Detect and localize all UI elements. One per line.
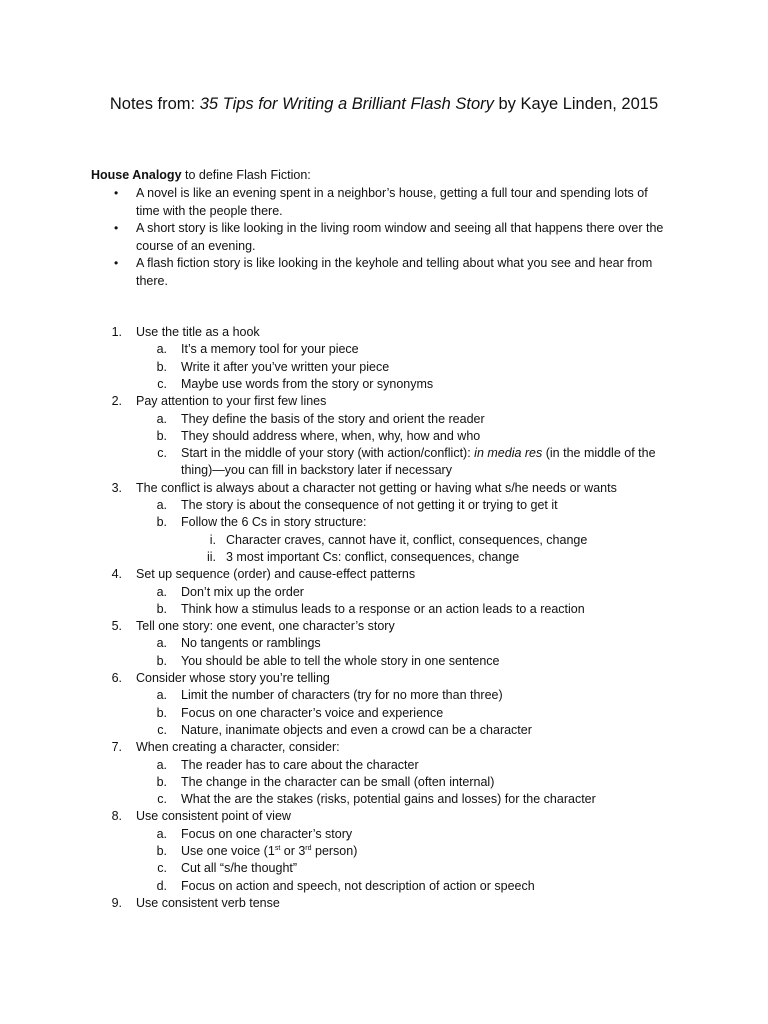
list-item-text: thing)—you can fill in backstory later if necessary (181, 463, 452, 478)
sub-item (0, 791, 768, 808)
sub-item (0, 653, 768, 670)
analogy-bullet (114, 255, 681, 290)
list-item-text: No tangents or ramblings (181, 636, 321, 651)
tip-item (0, 393, 768, 410)
bullet-line: time with the people there. (136, 203, 283, 218)
list-marker: c. (157, 446, 167, 461)
tip-item (0, 618, 768, 635)
sub-item (0, 601, 768, 618)
list-item-text: They define the basis of the story and orient the reader (181, 411, 485, 426)
list-item-text: It’s a memory tool for your piece (181, 342, 359, 357)
list-item-text (181, 843, 357, 861)
list-item-text: Use the title as a hook (136, 325, 260, 339)
bullet-line: course of an evening. (136, 238, 256, 253)
text-run: (in the middle of the (542, 446, 656, 461)
list-marker: 8. (111, 809, 122, 824)
sub-item (0, 359, 768, 376)
bullet-line: there. (136, 273, 168, 288)
sub-item (0, 878, 768, 895)
list-marker: 9. (111, 895, 122, 910)
list-item-text: What the are the stakes (risks, potential gains and losses) for the character (181, 792, 596, 807)
list-item-text: Think how a stimulus leads to a response or an action leads to a reaction (181, 601, 585, 616)
list-marker: b. (156, 705, 167, 720)
list-marker: b. (156, 844, 167, 858)
list-item-text: Use consistent point of view (136, 809, 291, 824)
sub-item (0, 376, 768, 393)
bullet-line: A flash fiction story is like looking in the keyhole and telling about what you see and hear from (136, 256, 653, 270)
list-marker: d. (156, 878, 167, 893)
list-marker: 2. (111, 394, 122, 409)
house-analogy-rest: to define Flash Fiction: (181, 168, 311, 182)
analogy-bullet (114, 185, 681, 220)
list-marker: a. (156, 757, 167, 772)
bullet-line: A short story is like looking in the living room window and seeing all that happens there over the (136, 221, 664, 235)
page-title (0, 92, 768, 116)
list-marker: ii. (206, 549, 216, 564)
tip-item (0, 739, 768, 756)
list-marker: a. (156, 688, 167, 703)
ordinal-suffix: st (274, 844, 281, 852)
list-item-text: The change in the character can be small (often internal) (181, 774, 495, 789)
list-item-text: Tell one story: one event, one character’s story (136, 619, 395, 634)
list-item-text: 3 most important Cs: conflict, consequences, change (226, 549, 520, 564)
text-run: person) (311, 844, 358, 858)
list-marker: a. (156, 411, 167, 426)
list-marker: b. (156, 653, 167, 668)
list-marker: 3. (111, 480, 122, 495)
sub-item (0, 860, 768, 877)
list-item-text: Character craves, cannot have it, conflict, consequences, change (226, 532, 588, 547)
text-run: or 3 (280, 844, 306, 858)
list-marker: a. (156, 584, 167, 599)
title-prefix: Notes from: (109, 95, 200, 113)
list-item-text: Consider whose story you’re telling (136, 671, 330, 685)
tip-item (0, 670, 768, 687)
sub-item (0, 635, 768, 652)
tip-item (0, 895, 768, 912)
list-marker: c. (157, 861, 167, 876)
list-marker: 4. (111, 567, 122, 582)
house-analogy-heading (91, 167, 691, 185)
sub-item (0, 757, 768, 774)
analogy-bullet (114, 220, 681, 255)
text-run: Start in the middle of your story (with action/conflict): (181, 446, 475, 461)
bullet-line: A novel is like an evening spent in a neighbor’s house, getting a full tour and spending lots of (136, 186, 648, 200)
latin-term: in media res (474, 446, 543, 461)
title-suffix: by Kaye Linden, 2015 (493, 95, 659, 113)
list-item-text (181, 445, 656, 463)
list-item-text: Don’t mix up the order (181, 584, 304, 599)
list-item-text: Set up sequence (order) and cause-effect patterns (136, 567, 416, 582)
sub-item (0, 687, 768, 704)
bullet-marker: • (114, 256, 119, 270)
book-title: 35 Tips for Writing a Brilliant Flash Story (199, 95, 494, 113)
tip-item (0, 566, 768, 583)
list-marker: a. (156, 826, 167, 841)
list-item-text: Cut all “s/he thought” (181, 861, 298, 876)
list-item-text: The reader has to care about the character (181, 757, 419, 772)
list-marker: b. (156, 428, 167, 443)
list-item-text: Focus on one character’s story (181, 826, 353, 841)
list-item-text: Maybe use words from the story or synonyms (181, 376, 434, 391)
list-marker: i. (209, 532, 216, 547)
text-run: Use one voice (1 (181, 844, 275, 858)
sub-item (0, 722, 768, 739)
list-marker: a. (156, 636, 167, 651)
sub-item (0, 705, 768, 722)
list-marker: 1. (111, 325, 122, 339)
list-item-text: Focus on one character’s voice and experience (181, 705, 444, 720)
sub-item (0, 428, 768, 445)
sub-item (0, 774, 768, 791)
list-marker: c. (157, 722, 167, 737)
tip-item (0, 808, 768, 825)
list-marker: b. (156, 601, 167, 616)
list-marker: 6. (111, 671, 122, 685)
list-marker: c. (157, 792, 167, 807)
sub-item (0, 445, 768, 462)
list-marker: b. (156, 774, 167, 789)
ordinal-suffix: rd (305, 844, 312, 852)
sub-item (0, 514, 768, 531)
list-marker: c. (157, 376, 167, 391)
tip-item (0, 324, 768, 341)
sub-item (0, 411, 768, 428)
list-item-text: Nature, inanimate objects and even a crowd can be a character (181, 722, 532, 737)
sub-item (0, 843, 768, 860)
sub-sub-item (0, 549, 768, 566)
house-analogy-label: House Analogy (91, 168, 182, 182)
bullet-marker: • (114, 221, 119, 235)
list-item-text: Follow the 6 Cs in story structure: (181, 515, 367, 530)
list-item-text: Focus on action and speech, not description of action or speech (181, 878, 535, 893)
list-item-text: Use consistent verb tense (136, 895, 280, 910)
list-marker: b. (156, 515, 167, 530)
bullet-marker: • (114, 186, 119, 200)
list-item-text: When creating a character, consider: (136, 740, 340, 755)
list-marker: a. (156, 342, 167, 357)
list-item-text: Limit the number of characters (try for no more than three) (181, 688, 503, 703)
sub-sub-item (0, 532, 768, 549)
sub-item (0, 584, 768, 601)
sub-item (0, 826, 768, 843)
sub-item-continuation (181, 462, 452, 480)
list-item-text: They should address where, when, why, how and who (181, 428, 481, 443)
list-item-text: Write it after you’ve written your piece (181, 359, 390, 374)
sub-item (0, 341, 768, 358)
list-marker: a. (156, 498, 167, 512)
sub-item (0, 497, 768, 514)
list-item-text: The conflict is always about a character not getting or having what s/he needs or wants (136, 480, 617, 495)
list-marker: b. (156, 359, 167, 374)
list-item-text: The story is about the consequence of not getting it or trying to get it (181, 498, 558, 512)
list-item-text: Pay attention to your first few lines (136, 394, 327, 409)
list-marker: 5. (111, 619, 122, 634)
list-marker: 7. (111, 740, 122, 755)
tip-item (0, 480, 768, 497)
list-item-text: You should be able to tell the whole story in one sentence (181, 653, 500, 668)
